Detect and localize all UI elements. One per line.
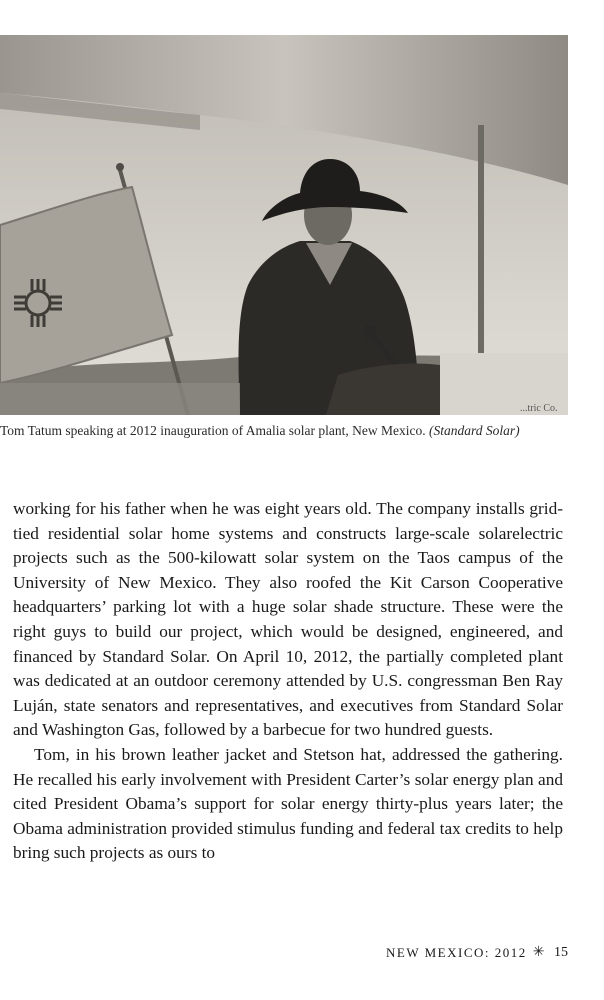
page-number: 15 xyxy=(554,945,568,960)
photo xyxy=(0,35,568,415)
caption-text: Tom Tatum speaking at 2012 inauguration of Amalia solar plant, New Mexico. xyxy=(0,423,430,438)
page-footer xyxy=(386,945,568,961)
body-text xyxy=(13,497,563,866)
sign-text: ...tric Co. xyxy=(520,403,558,414)
paragraph-2: Tom, in his brown leather jacket and Stetson hat, addressed the gathering. He recalled his early involvement with President Carter’s solar energy plan and cited President Obama’s support for solar energy thirty-plus years later; the Obama administration provided stimulus funding and federal tax credits to help bring such projects as ours to xyxy=(13,744,563,863)
paragraph-1: working for his father when he was eight years old. The company installs grid-tied residential solar home systems and constructs large-scale solarelectric projects such as the 500-kilowatt solar system on the Taos campus of the University of New Mexico. They also roofed the Kit Carson Cooperative headquarters’ parking lot with a huge solar shade structure. These were the right guys to build our project, which would be designed, engineered, and financed by Standard Solar. On April 10, 2012, the partially completed plant was dedicated at an outdoor ceremony attended by U.S. congressman Ben Ray Luján, state senators and representatives, and executives from Standard Solar and Washington Gas, followed by a barbecue for two hundred guests. xyxy=(13,499,563,740)
photo-illustration xyxy=(0,35,568,415)
running-head: NEW MEXICO: 2012 xyxy=(386,945,527,960)
caption-credit: (Standard Solar) xyxy=(429,423,520,438)
sun-ornament-icon: ✳ xyxy=(532,945,546,960)
photo-caption xyxy=(0,421,566,440)
